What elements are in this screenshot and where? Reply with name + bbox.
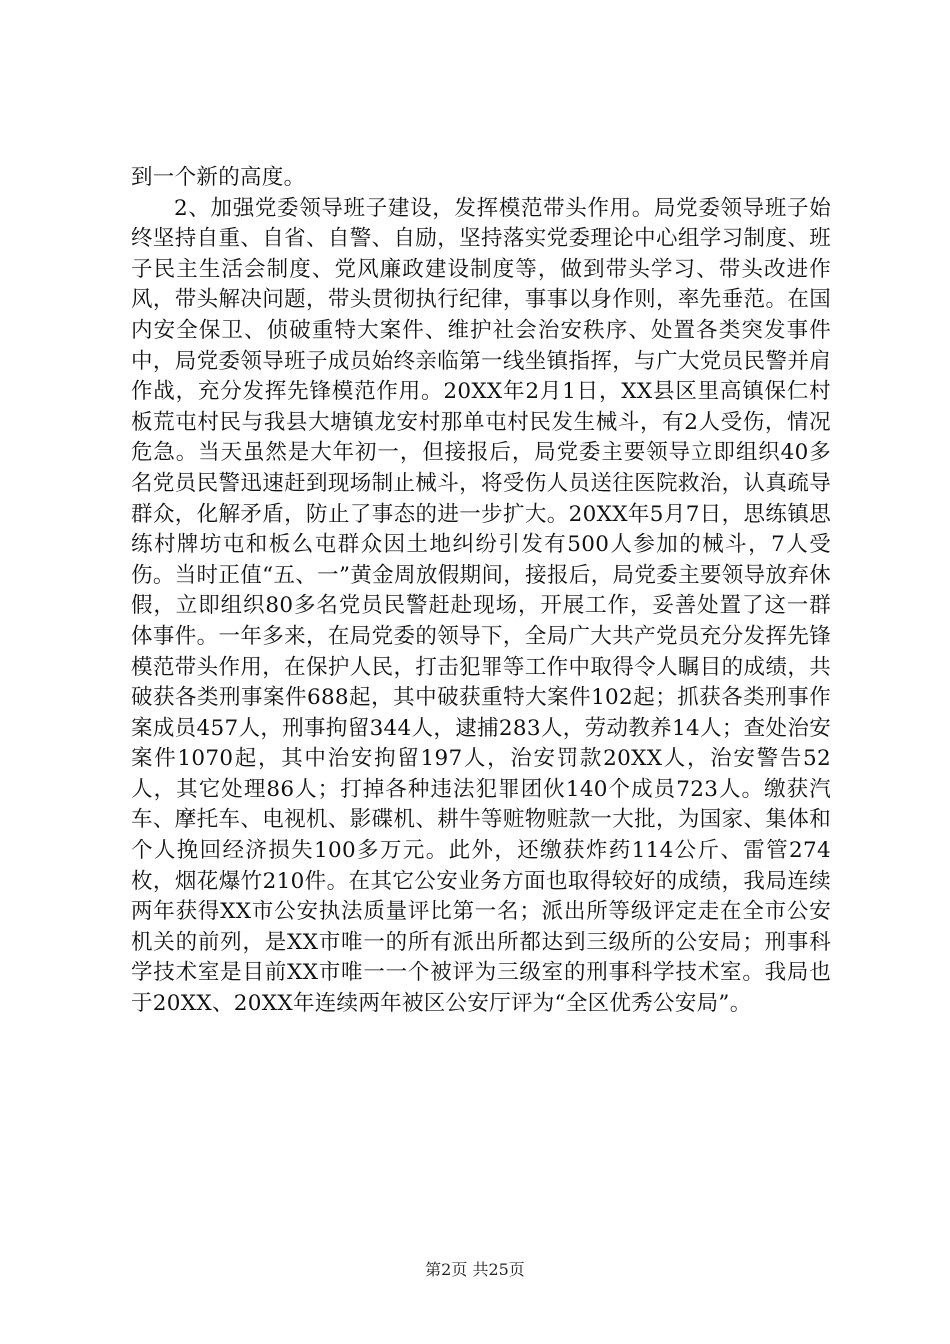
document-body <box>131 163 831 1020</box>
page-footer <box>0 1260 950 1280</box>
paragraph-party-committee-leadership: 2、加强党委领导班子建设，发挥模范带头作用。局党委领导班子始终坚持自重、自省、自警、自励，坚持落实党委理论中心组学习制度、班子民主生活会制度、党风廉政建设制度等，做到带头学习、带头改进作风，带头解决问题，带头贯彻执行纪律，事事以身作则，率先垂范。在国内安全保卫、侦破重特大案件、维护社会治安秩序、处置各类突发事件中，局党委领导班子成员始终亲临第一线坐镇指挥，与广大党员民警并肩作战，充分发挥先锋模范作用。20XX年2月1日，XX县区里高镇保仁村板荒屯村民与我县大塘镇龙安村那单屯村民发生械斗，有2人受伤，情况危急。当天虽然是大年初一，但接报后，局党委主要领导立即组织40多名党员民警迅速赶到现场制止械斗，将受伤人员送往医院救治，认真疏导群众，化解矛盾，防止了事态的进一步扩大。20XX年5月7日，思练镇思练村牌坊屯和板么屯群众因土地纠纷引发有500人参加的械斗，7人受伤。当时正值“五、一”黄金周放假期间，接报后，局党委主要领导放弃休假，立即组织80多名党员民警赶赴现场，开展工作，妥善处置了这一群体事件。一年多来，在局党委的领导下，全局广大共产党员充分发挥先锋模范带头作用，在保护人民，打击犯罪等工作中取得令人瞩目的成绩，共破获各类刑事案件688起，其中破获重特大案件102起；抓获各类刑事作案成员457人，刑事拘留344人，逮捕283人，劳动教养14人；查处治安案件1070起，其中治安拘留197人，治安罚款20XX人，治安警告52人，其它处理86人；打掉各种违法犯罪团伙140个成员723人。缴获汽车、摩托车、电视机、影碟机、耕牛等赃物赃款一大批，为国家、集体和个人挽回经济损失100多万元。此外，还缴获炸药114公斤、雷管274枚，烟花爆竹210件。在其它公安业务方面也取得较好的成绩，我局连续两年获得XX市公安执法质量评比第一名；派出所等级评定走在全市公安机关的前列，是XX市唯一的所有派出所都达到三级所的公安局；刑事科学技术室是目前XX市唯一一个被评为三级室的刑事科学技术室。我局也于20XX、20XX年连续两年被区公安厅评为“全区优秀公安局”。 <box>131 195 831 1017</box>
page-number-label: 第2页 共25页 <box>425 1260 525 1279</box>
paragraph-continued: 到一个新的高度。 <box>131 165 306 190</box>
